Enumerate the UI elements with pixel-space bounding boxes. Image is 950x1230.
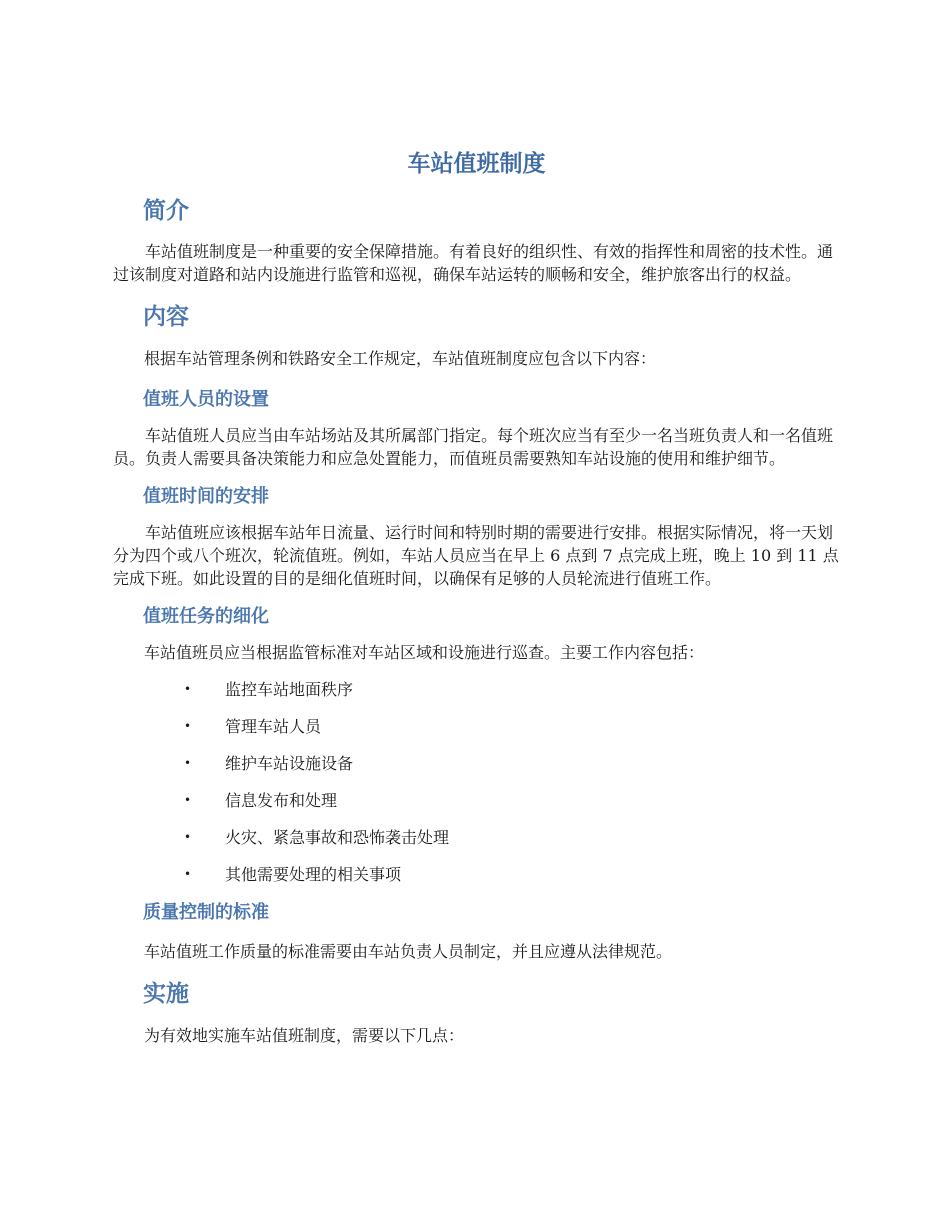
- list-item-text: 管理车站人员: [225, 717, 322, 736]
- bullet-icon: •: [184, 867, 192, 881]
- heading-quality: 质量控制的标准: [143, 902, 269, 923]
- heading-staff: 值班人员的设置: [143, 389, 269, 410]
- document-title: 车站值班制度: [407, 151, 546, 177]
- heading-schedule: 值班时间的安排: [143, 486, 269, 507]
- bullet-icon: •: [184, 719, 192, 733]
- quality-paragraph: 车站值班工作质量的标准需要由车站负责人员制定，并且应遵从法律规范。: [144, 942, 673, 961]
- bullet-icon: •: [184, 756, 192, 770]
- heading-content: 内容: [143, 304, 189, 330]
- list-item-text: 其他需要处理的相关事项: [225, 865, 402, 884]
- bullet-icon: •: [184, 793, 192, 807]
- staff-paragraph: 车站值班人员应当由车站场站及其所属部门指定。每个班次应当有至少一名当班负责人和一名值班员。负责人需要具备决策能力和应急处置能力，而值班员需要熟知车站设施的使用和维护细节。: [113, 426, 834, 468]
- intro-paragraph: 车站值班制度是一种重要的安全保障措施。有着良好的组织性、有效的指挥性和周密的技术性。通过该制度对道路和站内设施进行监管和巡视，确保车站运转的顺畅和安全，维护旅客出行的权益。: [113, 242, 834, 284]
- schedule-paragraph: 车站值班应该根据车站年日流量、运行时间和特别时期的需要进行安排。根据实际情况，将一天划分为四个或八个班次，轮流值班。例如，车站人员应当在早上 6 点到 7 点完成上班，晚上 10 到 11 点完成下班。如此设置的目的是细化值班时间，以确保有足够的人员轮流进行值班工作。: [113, 523, 839, 588]
- list-item: [113, 752, 840, 789]
- implementation-lead-paragraph: 为有效地实施车站值班制度，需要以下几点：: [144, 1026, 465, 1045]
- heading-tasks: 值班任务的细化: [143, 606, 269, 627]
- list-item: [113, 863, 840, 889]
- content-lead-paragraph: 根据车站管理条例和铁路安全工作规定，车站值班制度应包含以下内容：: [144, 349, 657, 368]
- bullet-icon: •: [184, 830, 192, 844]
- heading-intro: 简介: [143, 198, 189, 224]
- list-item-text: 监控车站地面秩序: [225, 680, 354, 699]
- list-item-text: 信息发布和处理: [225, 791, 338, 810]
- list-item-text: 维护车站设施设备: [225, 754, 354, 773]
- document-page: [113, 148, 840, 1047]
- tasks-lead-paragraph: 车站值班员应当根据监管标准对车站区域和设施进行巡查。主要工作内容包括：: [144, 643, 705, 662]
- list-item-text: 火灾、紧急事故和恐怖袭击处理: [225, 828, 450, 847]
- heading-implementation: 实施: [143, 981, 189, 1007]
- list-item: [113, 715, 840, 752]
- task-list: [113, 678, 840, 889]
- bullet-icon: •: [184, 682, 192, 696]
- list-item: [113, 789, 840, 826]
- list-item: [113, 678, 840, 715]
- list-item: [113, 826, 840, 863]
